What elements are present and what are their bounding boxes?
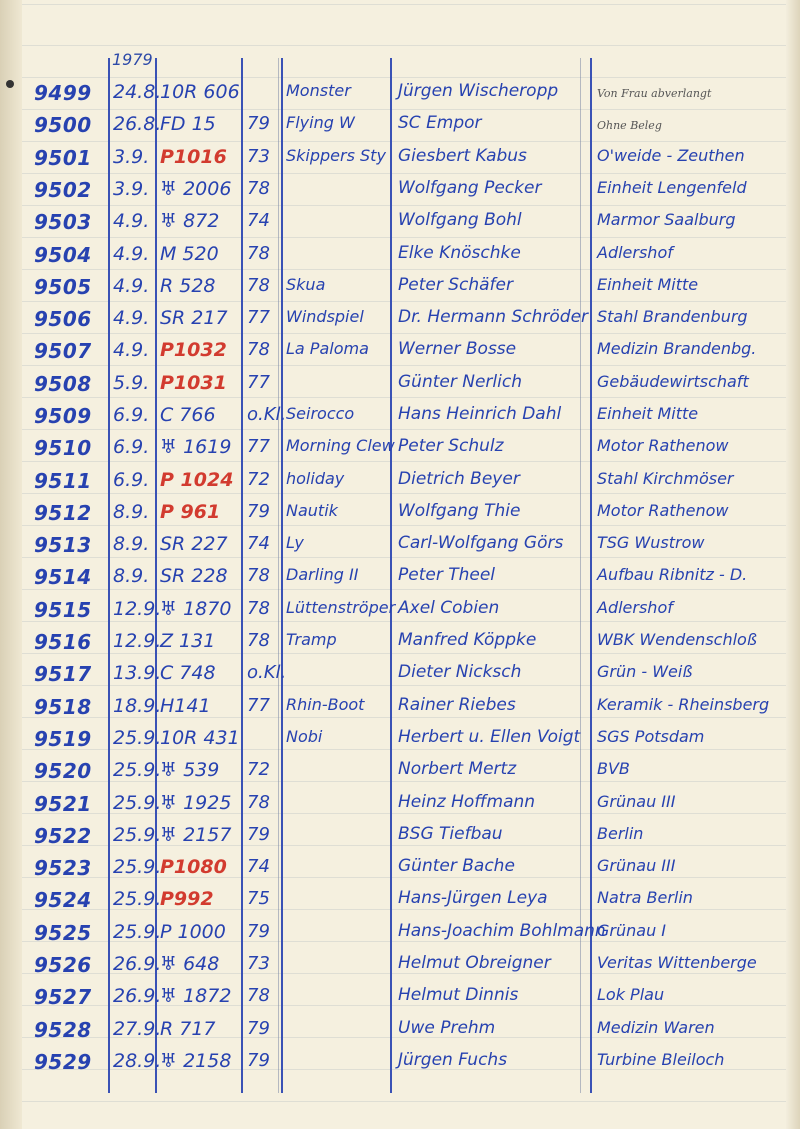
- entry-date: 8.9.: [113, 533, 150, 555]
- boat-name: Rhin-Boot: [286, 695, 365, 714]
- boat-name: Flying W: [286, 113, 355, 132]
- sail-number: ♅ 872: [160, 210, 220, 232]
- owner-name: Carl-Wolfgang Görs: [398, 533, 564, 553]
- club-name: Stahl Kirchmöser: [597, 469, 734, 488]
- club-name: Einheit Mitte: [597, 404, 699, 423]
- boat-name: Skippers Sty: [286, 146, 386, 165]
- ledger-row: [0, 563, 800, 595]
- owner-name: BSG Tiefbau: [398, 824, 503, 844]
- sail-number: SR 227: [160, 533, 228, 555]
- entry-date: 18.9.: [113, 695, 162, 717]
- entry-date: 8.9.: [113, 501, 150, 523]
- ledger-row: [0, 951, 800, 983]
- sail-number: P 1000: [160, 921, 226, 943]
- boat-name: Ly: [286, 533, 304, 552]
- build-year: 74: [247, 856, 270, 877]
- entry-number: 9507: [34, 339, 92, 363]
- owner-name: Günter Nerlich: [398, 372, 522, 392]
- club-name: Keramik - Rheinsberg: [597, 695, 770, 714]
- entry-date: 4.9.: [113, 307, 150, 329]
- ledger-row: [0, 208, 800, 240]
- ledger-row: [0, 1048, 800, 1080]
- club-name: Motor Rathenow: [597, 436, 729, 455]
- build-year: 79: [247, 1018, 270, 1039]
- build-year: 73: [247, 146, 270, 167]
- club-name: BVB: [597, 759, 630, 778]
- sail-number: ♅ 2006: [160, 178, 232, 200]
- build-year: 74: [247, 533, 270, 554]
- entry-number: 9524: [34, 888, 92, 912]
- sail-number: P 961: [160, 501, 221, 523]
- owner-name: Werner Bosse: [398, 339, 517, 359]
- entry-date: 25.9.: [113, 792, 162, 814]
- entry-date: 3.9.: [113, 178, 150, 200]
- owner-name: Jürgen Fuchs: [398, 1050, 508, 1070]
- entry-number: 9525: [34, 921, 92, 945]
- owner-name: Peter Schulz: [398, 436, 504, 456]
- boat-name: Lüttenströper: [286, 598, 396, 617]
- club-name: Adlershof: [597, 598, 673, 617]
- entry-number: 9499: [34, 81, 92, 105]
- owner-name: Peter Schäfer: [398, 275, 513, 295]
- build-year: 77: [247, 436, 270, 457]
- entry-date: 4.9.: [113, 243, 150, 265]
- club-name: Aufbau Ribnitz - D.: [597, 565, 748, 584]
- ledger-row: [0, 337, 800, 369]
- club-name: Stahl Brandenburg: [597, 307, 748, 326]
- owner-name: Wolfgang Thie: [398, 501, 521, 521]
- sail-number: ♅ 648: [160, 953, 220, 975]
- boat-name: Tramp: [286, 630, 337, 649]
- entry-number: 9519: [34, 727, 92, 751]
- club-name: Veritas Wittenberge: [597, 953, 757, 972]
- sail-number: P1032: [160, 339, 227, 361]
- owner-name: Axel Cobien: [398, 598, 500, 618]
- sail-number: P 1024: [160, 469, 234, 491]
- entry-date: 25.9.: [113, 888, 162, 910]
- sail-number: SR 228: [160, 565, 228, 587]
- club-name: Grünau I: [597, 921, 667, 940]
- entry-number: 9516: [34, 630, 92, 654]
- entry-number: 9511: [34, 469, 92, 493]
- sail-number: C 766: [160, 404, 216, 426]
- build-year: 78: [247, 178, 270, 199]
- sail-number: SR 217: [160, 307, 228, 329]
- club-name: Medizin Waren: [597, 1018, 715, 1037]
- sail-number: Z 131: [160, 630, 216, 652]
- ledger-row: [0, 144, 800, 176]
- ledger-row: [0, 434, 800, 466]
- ledger-row: [0, 790, 800, 822]
- entry-number: 9508: [34, 372, 92, 396]
- sail-number: P992: [160, 888, 214, 910]
- entry-date: 25.9.: [113, 759, 162, 781]
- club-name: Medizin Brandenbg.: [597, 339, 757, 358]
- ledger-row: [0, 757, 800, 789]
- build-year: 78: [247, 598, 270, 619]
- build-year: 72: [247, 759, 270, 780]
- ledger-row: [0, 370, 800, 402]
- owner-name: SC Empor: [398, 113, 482, 133]
- entry-date: 6.9.: [113, 469, 150, 491]
- ledger-row: [0, 1016, 800, 1048]
- sail-number: P1031: [160, 372, 227, 394]
- boat-name: Monster: [286, 81, 351, 100]
- entry-number: 9515: [34, 598, 92, 622]
- entry-date: 26.9.: [113, 953, 162, 975]
- entry-date: 25.9.: [113, 856, 162, 878]
- owner-name: Hans-Jürgen Leya: [398, 888, 548, 908]
- sail-number: P1016: [160, 146, 227, 168]
- entry-date: 4.9.: [113, 210, 150, 232]
- build-year: 77: [247, 695, 270, 716]
- boat-name: Morning Clew: [286, 436, 395, 455]
- entry-date: 12.9.: [113, 630, 162, 652]
- sail-number: ♅ 539: [160, 759, 220, 781]
- entry-date: 26.9.: [113, 985, 162, 1007]
- entry-number: 9500: [34, 113, 92, 137]
- sail-number: FD 15: [160, 113, 216, 135]
- ledger-row: [0, 467, 800, 499]
- sail-number: ♅ 2157: [160, 824, 232, 846]
- sail-number: C 748: [160, 662, 216, 684]
- club-name: Grünau III: [597, 856, 676, 875]
- boat-name: La Paloma: [286, 339, 369, 358]
- entry-date: 26.8.: [113, 113, 162, 135]
- year-heading: 1979: [112, 50, 153, 69]
- owner-name: Peter Theel: [398, 565, 496, 585]
- ledger-row: [0, 919, 800, 951]
- entry-number: 9520: [34, 759, 92, 783]
- build-year: 73: [247, 953, 270, 974]
- owner-name: Manfred Köppke: [398, 630, 537, 650]
- owner-name: Helmut Dinnis: [398, 985, 519, 1005]
- entry-date: 25.9.: [113, 921, 162, 943]
- ledger-row: [0, 660, 800, 692]
- entry-number: 9504: [34, 243, 92, 267]
- entry-number: 9526: [34, 953, 92, 977]
- entry-number: 9514: [34, 565, 92, 589]
- entry-number: 9503: [34, 210, 92, 234]
- club-name: Lok Plau: [597, 985, 665, 1004]
- entry-number: 9518: [34, 695, 92, 719]
- owner-name: Helmut Obreigner: [398, 953, 551, 973]
- owner-name: Heinz Hoffmann: [398, 792, 536, 812]
- build-year: 78: [247, 243, 270, 264]
- owner-name: Jürgen Wischeropp: [398, 81, 559, 101]
- sail-number: R 717: [160, 1018, 216, 1040]
- club-name: Adlershof: [597, 243, 673, 262]
- owner-name: Hans Heinrich Dahl: [398, 404, 562, 424]
- ledger-row: [0, 596, 800, 628]
- ledger-row: [0, 402, 800, 434]
- club-name: Grün - Weiß: [597, 662, 693, 681]
- build-year: 79: [247, 501, 270, 522]
- entry-date: 6.9.: [113, 436, 150, 458]
- owner-name: Dietrich Beyer: [398, 469, 520, 489]
- club-name: SGS Potsdam: [597, 727, 705, 746]
- sail-number: ♅ 1870: [160, 598, 232, 620]
- build-year: o.Kl.: [247, 662, 287, 683]
- build-year: 72: [247, 469, 270, 490]
- ledger-row: [0, 983, 800, 1015]
- entry-date: 24.8.: [113, 81, 162, 103]
- boat-name: Darling II: [286, 565, 359, 584]
- build-year: 79: [247, 921, 270, 942]
- ledger-row: [0, 111, 800, 143]
- club-name: Grünau III: [597, 792, 676, 811]
- boat-name: Nobi: [286, 727, 323, 746]
- club-name: Motor Rathenow: [597, 501, 729, 520]
- club-name: O'weide - Zeuthen: [597, 146, 745, 165]
- club-name: Turbine Bleiloch: [597, 1050, 725, 1069]
- sail-number: 10R 431: [160, 727, 240, 749]
- club-name: Marmor Saalburg: [597, 210, 736, 229]
- entry-date: 13.9.: [113, 662, 162, 684]
- sail-number: R 528: [160, 275, 216, 297]
- owner-name: Uwe Prehm: [398, 1018, 496, 1038]
- entry-date: 6.9.: [113, 404, 150, 426]
- club-name: TSG Wustrow: [597, 533, 705, 552]
- sail-number: H141: [160, 695, 211, 717]
- entry-date: 28.9.: [113, 1050, 162, 1072]
- build-year: 78: [247, 275, 270, 296]
- club-name: Natra Berlin: [597, 888, 693, 907]
- entry-number: 9505: [34, 275, 92, 299]
- build-year: 79: [247, 113, 270, 134]
- entry-date: 3.9.: [113, 146, 150, 168]
- sail-number: ♅ 2158: [160, 1050, 232, 1072]
- sail-number: P1080: [160, 856, 227, 878]
- owner-name: Dr. Hermann Schröder: [398, 307, 589, 327]
- owner-name: Dieter Nicksch: [398, 662, 522, 682]
- ledger-row: [0, 273, 800, 305]
- build-year: 79: [247, 1050, 270, 1071]
- owner-name: Hans-Joachim Bohlmann: [398, 921, 606, 941]
- owner-name: Herbert u. Ellen Voigt: [398, 727, 581, 747]
- entry-number: 9502: [34, 178, 92, 202]
- sail-number: ♅ 1872: [160, 985, 232, 1007]
- entry-number: 9509: [34, 404, 92, 428]
- owner-name: Giesbert Kabus: [398, 146, 527, 166]
- sail-number: 10R 606: [160, 81, 240, 103]
- entry-number: 9523: [34, 856, 92, 880]
- entry-date: 8.9.: [113, 565, 150, 587]
- entry-number: 9501: [34, 146, 92, 170]
- ledger-row: [0, 822, 800, 854]
- build-year: 78: [247, 565, 270, 586]
- entry-number: 9521: [34, 792, 92, 816]
- boat-name: holiday: [286, 469, 345, 488]
- entry-number: 9513: [34, 533, 92, 557]
- club-name: WBK Wendenschloß: [597, 630, 757, 649]
- entry-number: 9528: [34, 1018, 92, 1042]
- boat-name: Nautik: [286, 501, 338, 520]
- entry-date: 25.9.: [113, 727, 162, 749]
- ledger-row: [0, 854, 800, 886]
- boat-name: Skua: [286, 275, 326, 294]
- boat-name: Seirocco: [286, 404, 355, 423]
- ledger-row: [0, 886, 800, 918]
- entry-date: 12.9.: [113, 598, 162, 620]
- owner-name: Elke Knöschke: [398, 243, 521, 263]
- entry-number: 9522: [34, 824, 92, 848]
- owner-name: Norbert Mertz: [398, 759, 517, 779]
- entry-number: 9527: [34, 985, 92, 1009]
- entry-date: 27.9.: [113, 1018, 162, 1040]
- sail-number: M 520: [160, 243, 219, 265]
- entry-date: 4.9.: [113, 275, 150, 297]
- build-year: 77: [247, 307, 270, 328]
- entry-date: 25.9.: [113, 824, 162, 846]
- build-year: 77: [247, 372, 270, 393]
- ledger-row: [0, 176, 800, 208]
- build-year: 78: [247, 792, 270, 813]
- ledger-row: [0, 305, 800, 337]
- build-year: o.Kl.: [247, 404, 287, 425]
- owner-name: Wolfgang Bohl: [398, 210, 522, 230]
- entry-number: 9517: [34, 662, 92, 686]
- owner-name: Günter Bache: [398, 856, 515, 876]
- entry-number: 9512: [34, 501, 92, 525]
- build-year: 78: [247, 630, 270, 651]
- ledger-row: [0, 241, 800, 273]
- build-year: 79: [247, 824, 270, 845]
- build-year: 74: [247, 210, 270, 231]
- build-year: 78: [247, 985, 270, 1006]
- build-year: 75: [247, 888, 270, 909]
- entry-date: 4.9.: [113, 339, 150, 361]
- club-name: Ohne Beleg: [597, 119, 662, 132]
- ledger-row: [0, 693, 800, 725]
- entry-number: 9510: [34, 436, 92, 460]
- owner-name: Rainer Riebes: [398, 695, 516, 715]
- club-name: Von Frau abverlangt: [597, 87, 712, 100]
- club-name: Gebäudewirtschaft: [597, 372, 749, 391]
- sail-number: ♅ 1619: [160, 436, 232, 458]
- entry-date: 5.9.: [113, 372, 150, 394]
- ledger-row: [0, 725, 800, 757]
- club-name: Einheit Lengenfeld: [597, 178, 747, 197]
- owner-name: Wolfgang Pecker: [398, 178, 542, 198]
- ledger-row: [0, 499, 800, 531]
- build-year: 78: [247, 339, 270, 360]
- ledger-row: [0, 628, 800, 660]
- ledger-row: [0, 531, 800, 563]
- ledger-row: [0, 79, 800, 111]
- club-name: Einheit Mitte: [597, 275, 699, 294]
- entry-number: 9506: [34, 307, 92, 331]
- entry-number: 9529: [34, 1050, 92, 1074]
- boat-name: Windspiel: [286, 307, 364, 326]
- sail-number: ♅ 1925: [160, 792, 232, 814]
- club-name: Berlin: [597, 824, 644, 843]
